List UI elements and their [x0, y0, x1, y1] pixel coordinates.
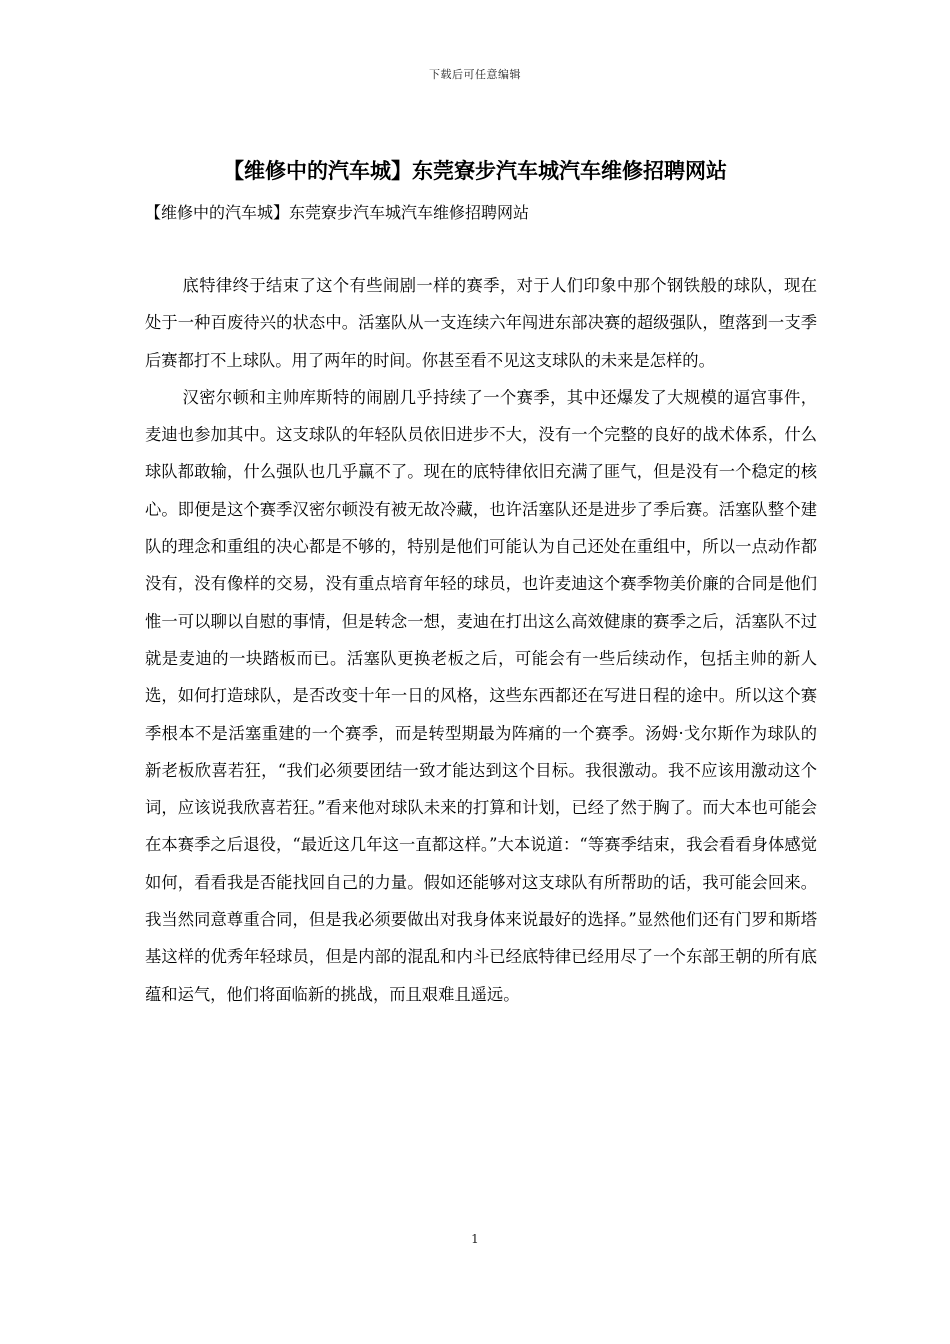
document-subtitle: 【维修中的汽车城】东莞寮步汽车城汽车维修招聘网站 — [145, 203, 530, 222]
page-header-note: 下载后可任意编辑 — [429, 68, 521, 81]
document-body — [145, 267, 817, 1013]
document-title: 【维修中的汽车城】东莞寮步汽车城汽车维修招聘网站 — [223, 158, 727, 183]
body-paragraph: 底特律终于结束了这个有些闹剧一样的赛季，对于人们印象中那个钢铁般的球队，现在处于一种百废待兴的状态中。活塞队从一支连续六年闯进东部决赛的超级强队，堕落到一支季后赛都打不上球队。用了两年的时间。你甚至看不见这支球队的未来是怎样的。 — [145, 276, 817, 370]
body-paragraph: 汉密尔顿和主帅库斯特的闹剧几乎持续了一个赛季，其中还爆发了大规模的逼宫事件，麦迪也参加其中。这支球队的年轻队员依旧进步不大，没有一个完整的良好的战术体系，什么球队都敢输，什么强队也几乎赢不了。现在的底特律依旧充满了匪气，但是没有一个稳定的核心。即便是这个赛季汉密尔顿没有被无故冷藏，也许活塞队还是进步了季后赛。活塞队整个建队的理念和重组的决心都是不够的，特别是他们可能认为自己还处在重组中，所以一点动作都没有，没有像样的交易，没有重点培育年轻的球员，也许麦迪这个赛季物美价廉的合同是他们惟一可以聊以自慰的事情，但是转念一想，麦迪在打出这么高效健康的赛季之后，活塞队不过就是麦迪的一块踏板而已。活塞队更换老板之后，可能会有一些后续动作，包括主帅的新人选，如何打造球队，是否改变十年一日的风格，这些东西都还在写进日程的途中。所以这个赛季根本不是活塞重建的一个赛季，而是转型期最为阵痛的一个赛季。汤姆·戈尔斯作为球队的新老板欣喜若狂，“我们必须要团结一致才能达到这个目标。我很激动。我不应该用激动这个词，应该说我欣喜若狂。”看来他对球队未来的打算和计划，已经了然于胸了。而大本也可能会在本赛季之后退役，“最近这几年这一直都这样。”大本说道：“等赛季结束，我会看看身体感觉如何，看看我是否能找回自己的力量。假如还能够对这支球队有所帮助的话，我可能会回来。我当然同意尊重合同，但是我必须要做出对我身体来说最好的选择。”显然他们还有门罗和斯塔基这样的优秀年轻球员，但是内部的混乱和内斗已经底特律已经用尽了一个东部王朝的所有底蕴和运气，他们将面临新的挑战，而且艰难且遥远。 — [145, 387, 817, 1004]
page-number: 1 — [471, 1232, 479, 1246]
